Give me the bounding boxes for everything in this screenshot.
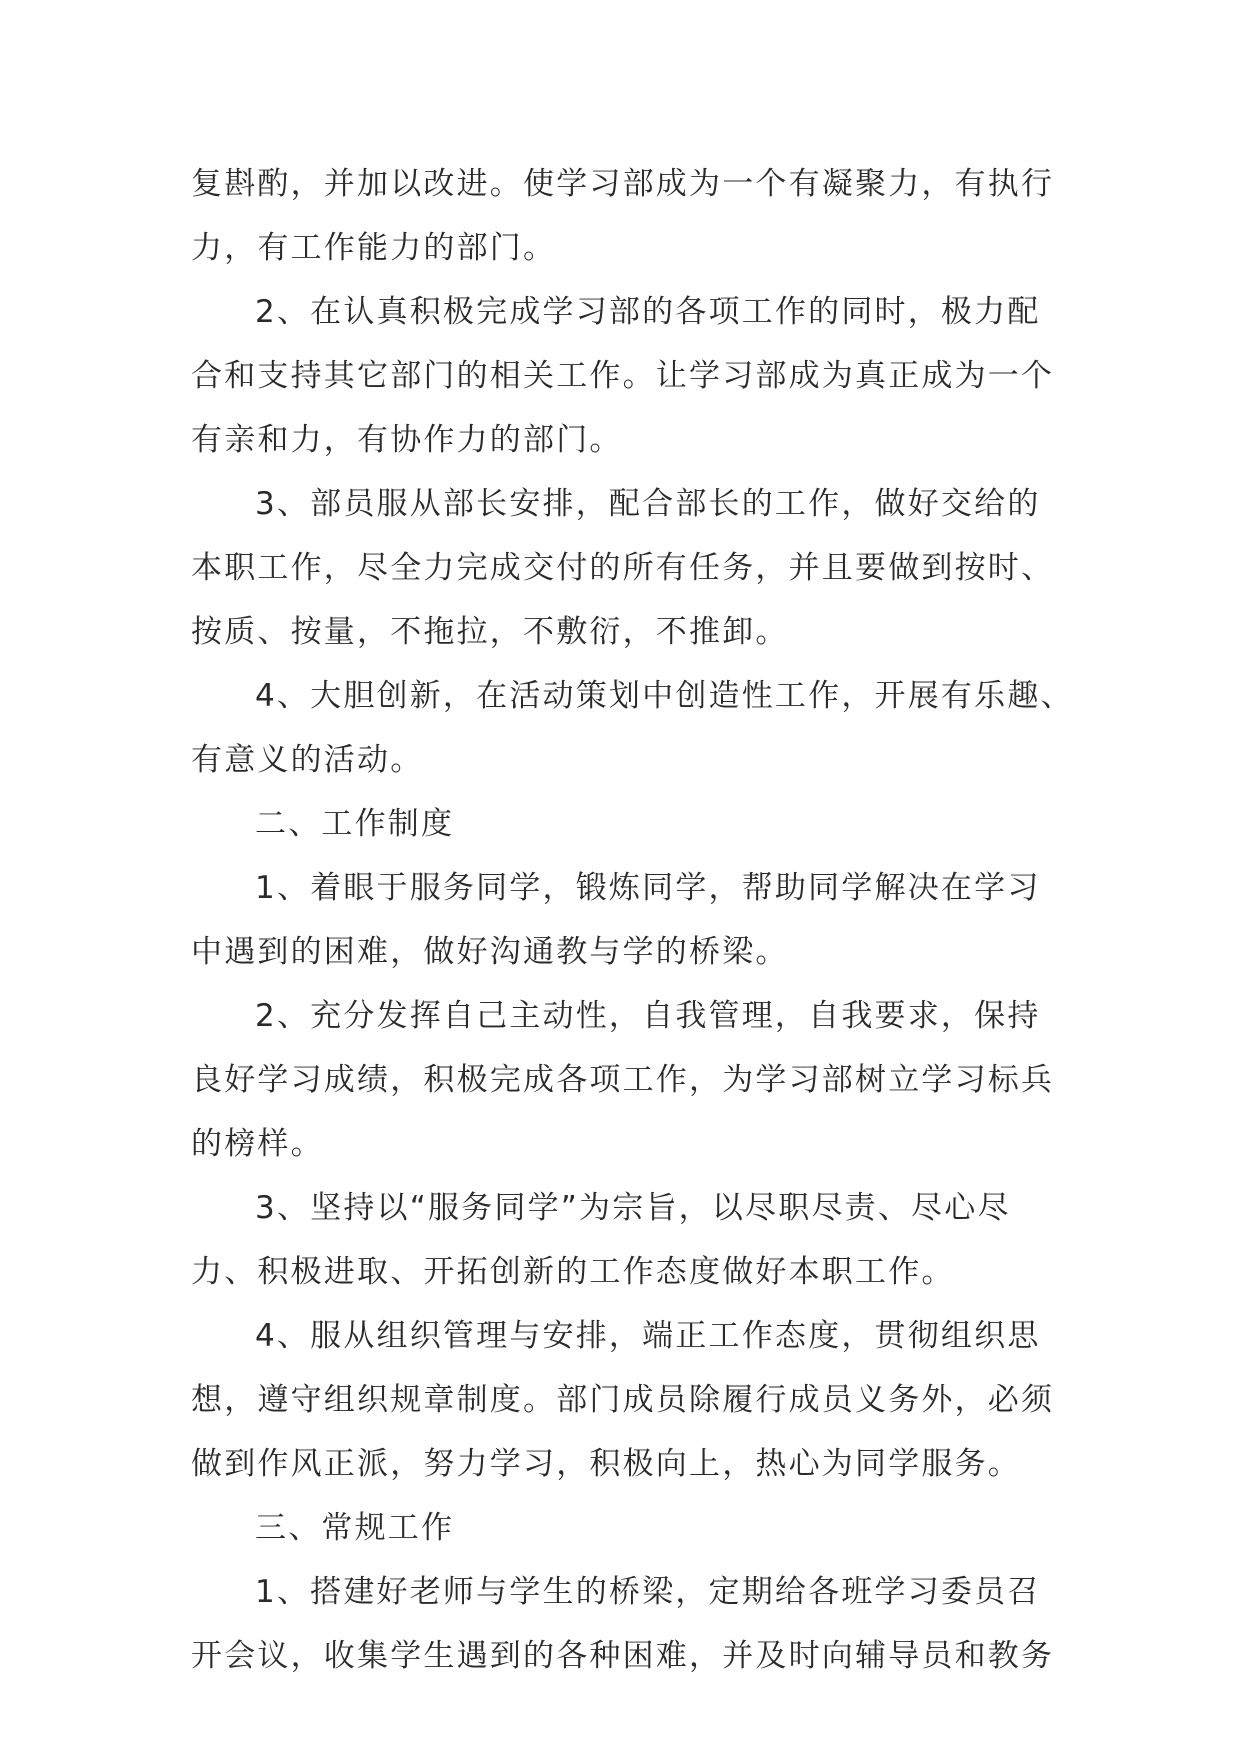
text-line: 力、积极进取、开拓创新的工作态度做好本职工作。 [191,1254,955,1290]
document-body [191,152,1074,1688]
text-line: 有意义的活动。 [191,742,424,778]
text-line: 1、着眼于服务同学，锻炼同学，帮助同学解决在学习 [255,870,1041,906]
text-line: 的榜样。 [191,1126,324,1162]
text-line: 想，遵守组织规章制度。部门成员除履行成员义务外，必须 [191,1382,1055,1418]
text-line: 按质、按量，不拖拉，不敷衍，不推卸。 [191,614,789,650]
text-line: 本职工作，尽全力完成交付的所有任务，并且要做到按时、 [191,550,1055,586]
text-line: 中遇到的困难，做好沟通教与学的桥梁。 [191,934,789,970]
text-line: 3、坚持以“服务同学”为宗旨，以尽职尽责、尽心尽 [255,1190,1011,1226]
text-line: 合和支持其它部门的相关工作。让学习部成为真正成为一个 [191,358,1055,394]
text-line: 2、在认真积极完成学习部的各项工作的同时，极力配 [255,294,1041,330]
section-heading: 三、常规工作 [255,1510,455,1546]
text-line: 3、部员服从部长安排，配合部长的工作，做好交给的 [255,486,1041,522]
text-line: 良好学习成绩，积极完成各项工作，为学习部树立学习标兵 [191,1062,1055,1098]
text-line: 1、搭建好老师与学生的桥梁，定期给各班学习委员召 [255,1574,1041,1610]
text-line: 力，有工作能力的部门。 [191,230,557,266]
text-line: 做到作风正派，努力学习，积极向上，热心为同学服务。 [191,1446,1021,1482]
text-line: 开会议，收集学生遇到的各种困难，并及时向辅导员和教务 [191,1638,1055,1674]
text-line: 4、大胆创新，在活动策划中创造性工作，开展有乐趣、 [255,678,1074,714]
text-line: 有亲和力，有协作力的部门。 [191,422,623,458]
text-line: 4、服从组织管理与安排，端正工作态度，贯彻组织思 [255,1318,1041,1354]
text-line: 复斟酌，并加以改进。使学习部成为一个有凝聚力，有执行 [191,166,1055,202]
section-heading: 二、工作制度 [255,806,455,842]
text-line: 2、充分发挥自己主动性，自我管理，自我要求，保持 [255,998,1041,1034]
